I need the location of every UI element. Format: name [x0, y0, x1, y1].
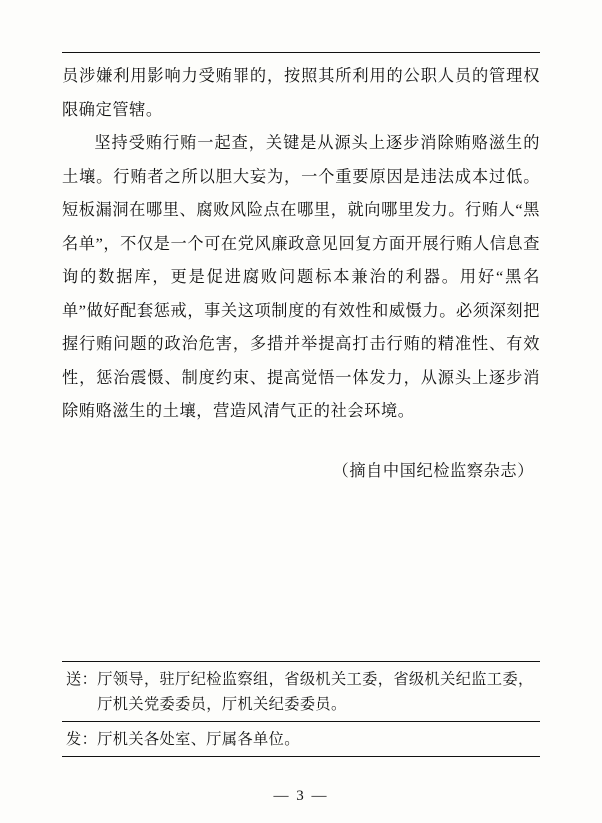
footer-block — [62, 661, 540, 757]
footer-distribution-value: 厅领导，驻厅纪检监察组，省级机关工委，省级机关纪监工委，厅机关党委委员，厅机关纪委委员。 — [97, 671, 534, 713]
footer-distribution-row — [62, 662, 540, 721]
footer-issue-value: 厅机关各处室、厅属各单位。 — [97, 731, 300, 748]
source-note: （摘自中国纪检监察杂志） — [332, 461, 534, 480]
document-body — [62, 60, 540, 429]
header-divider — [62, 52, 540, 53]
paragraph-1: 员涉嫌利用影响力受贿罪的，按照其所利用的公职人员的管理权限确定管辖。 — [62, 67, 540, 119]
paragraph-2: 坚持受贿行贿一起查，关键是从源头上逐步消除贿赂滋生的土壤。行贿者之所以胆大妄为，一个重要原因是违法成本过低。短板漏洞在哪里、腐败风险点在哪里，就向哪里发力。行贿人“黑名单”，不仅是一个可在党风廉政意见回复方面开展行贿人信息查询的数据库，更是促进腐败问题标本兼治的利器。用好“黑名单”做好配套惩戒，事关这项制度的有效性和威慑力。必须深刻把握行贿问题的政治危害，多措并举提高打击行贿的精准性、有效性，惩治震慑、制度约束、提高觉悟一体发力，从源头上逐步消除贿赂滋生的土壤，营造风清气正的社会环境。 — [62, 134, 540, 420]
footer-bottom-divider — [62, 756, 540, 757]
footer-distribution-label: 送： — [66, 671, 98, 688]
footer-issue-row — [62, 722, 540, 756]
footer-issue-label: 发： — [66, 731, 98, 748]
page-number: — 3 — — [273, 788, 329, 804]
